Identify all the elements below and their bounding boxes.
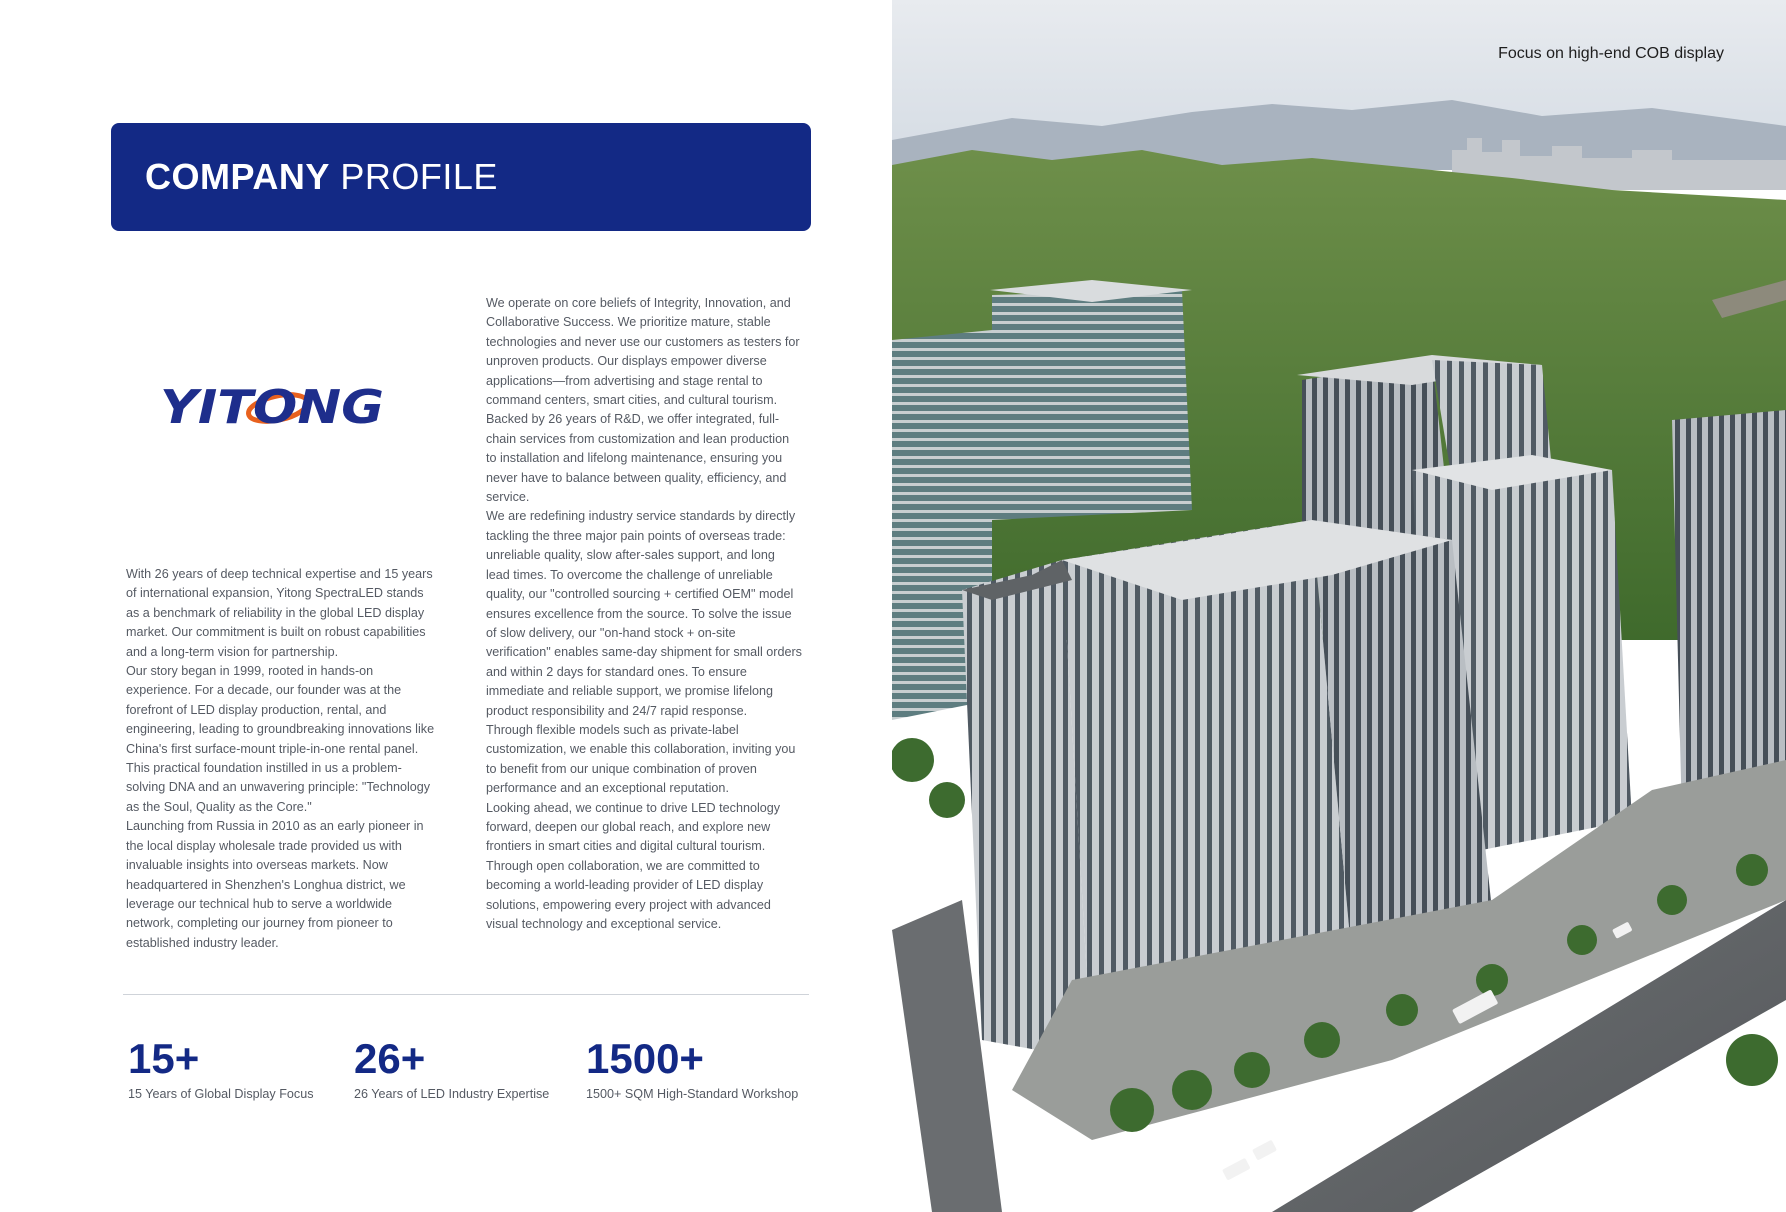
stat-label: 1500+ SQM High-Standard Workshop xyxy=(586,1087,799,1101)
yitong-logo xyxy=(158,377,388,432)
headquarters-aerial-photo xyxy=(892,0,1786,1212)
intro-column-left xyxy=(126,565,438,953)
paragraph: We operate on core beliefs of Integrity, Innovation, and Collaborative Success. We prioritize mature, stable technologies and never use our customers as testers for unproven products. Our displays empower diverse applications—from advertising and stage rental to command centers, smart cities, and cultural tourism. xyxy=(486,296,800,408)
page-title-bold: COMPANY xyxy=(145,156,330,197)
page-title xyxy=(145,156,498,198)
aerial-photo-illustration xyxy=(892,0,1786,1212)
right-far-building xyxy=(1672,410,1786,820)
paragraph: Through flexible models such as private-label customization, we enable this collaboration, inviting you to benefit from our unique combination of proven performance and an exceptional reputation. xyxy=(486,722,796,796)
stat-label: 15 Years of Global Display Focus xyxy=(128,1087,314,1101)
green-glass-tower xyxy=(992,290,1192,520)
content-panel xyxy=(0,0,892,1212)
photo-tagline: Focus on high-end COB display xyxy=(1498,45,1724,62)
paragraph: Our story began in 1999, rooted in hands-on experience. For a decade, our founder was at the forefront of LED display production, rental, and engineering, leading to groundbreaking innovations like China's first surface-mount triple-in-one rental panel. This practical foundation instilled in us a problem-solving DNA and an unwavering principle: "Technology as the Soul, Quality as the Core." xyxy=(126,664,435,814)
page-title-rest: PROFILE xyxy=(340,156,498,197)
stats-divider xyxy=(123,994,809,995)
stat-label: 26 Years of LED Industry Expertise xyxy=(354,1087,550,1101)
logo-wordmark: YITONG xyxy=(160,380,384,432)
stat-value: 26+ xyxy=(354,1035,426,1082)
page-indicator: 03 / 04 xyxy=(1684,1166,1736,1185)
stat-workshop-size xyxy=(586,1035,798,1101)
stat-value: 15+ xyxy=(128,1035,200,1082)
paragraph: With 26 years of deep technical expertise and 15 years of international expansion, Yitong SpectraLED stands as a benchmark of reliability in the global LED display market. Our commitment is built on robust capabilities and a long-term vision for partnership. xyxy=(126,567,433,659)
stat-global-focus xyxy=(128,1035,314,1101)
title-banner xyxy=(111,123,811,231)
paragraph: Backed by 26 years of R&D, we offer integrated, full-chain services from customization and lean production to installation and lifelong maintenance, ensuring you never have to balance between quality, efficiency, and service. xyxy=(486,412,790,505)
stat-value: 1500+ xyxy=(586,1035,704,1082)
intro-column-right xyxy=(486,294,802,934)
stat-industry-expertise xyxy=(354,1035,549,1101)
paragraph: Looking ahead, we continue to drive LED technology forward, deepen our global reach, and explore new frontiers in smart cities and digital cultural tourism. Through open collaboration, we are committed to becoming a world-leading provider of LED display solutions, empowering every project with advanced visual technology and exceptional service. xyxy=(486,800,781,931)
paragraph: We are redefining industry service standards by directly tackling the three major pain points of overseas trade: unreliable quality, slow after-sales support, and long lead times. To overcome the challenge of unreliable quality, our "controlled sourcing + certified OEM" model ensures excellence from the source. To solve the issue of slow delivery, our "on-hand stock + on-site verification" enables same-day shipment for small orders and within 2 days for standard ones. To ensure immediate and reliable support, we promise lifelong product responsibility and 24/7 rapid response. xyxy=(486,509,802,718)
paragraph: Launching from Russia in 2010 as an early pioneer in the local display wholesale trade provided us with invaluable insights into overseas markets. Now headquartered in Shenzhen's Longhua district, we leverage our technical hub to serve a worldwide network, completing our journey from pioneer to established industry leader. xyxy=(126,819,424,950)
